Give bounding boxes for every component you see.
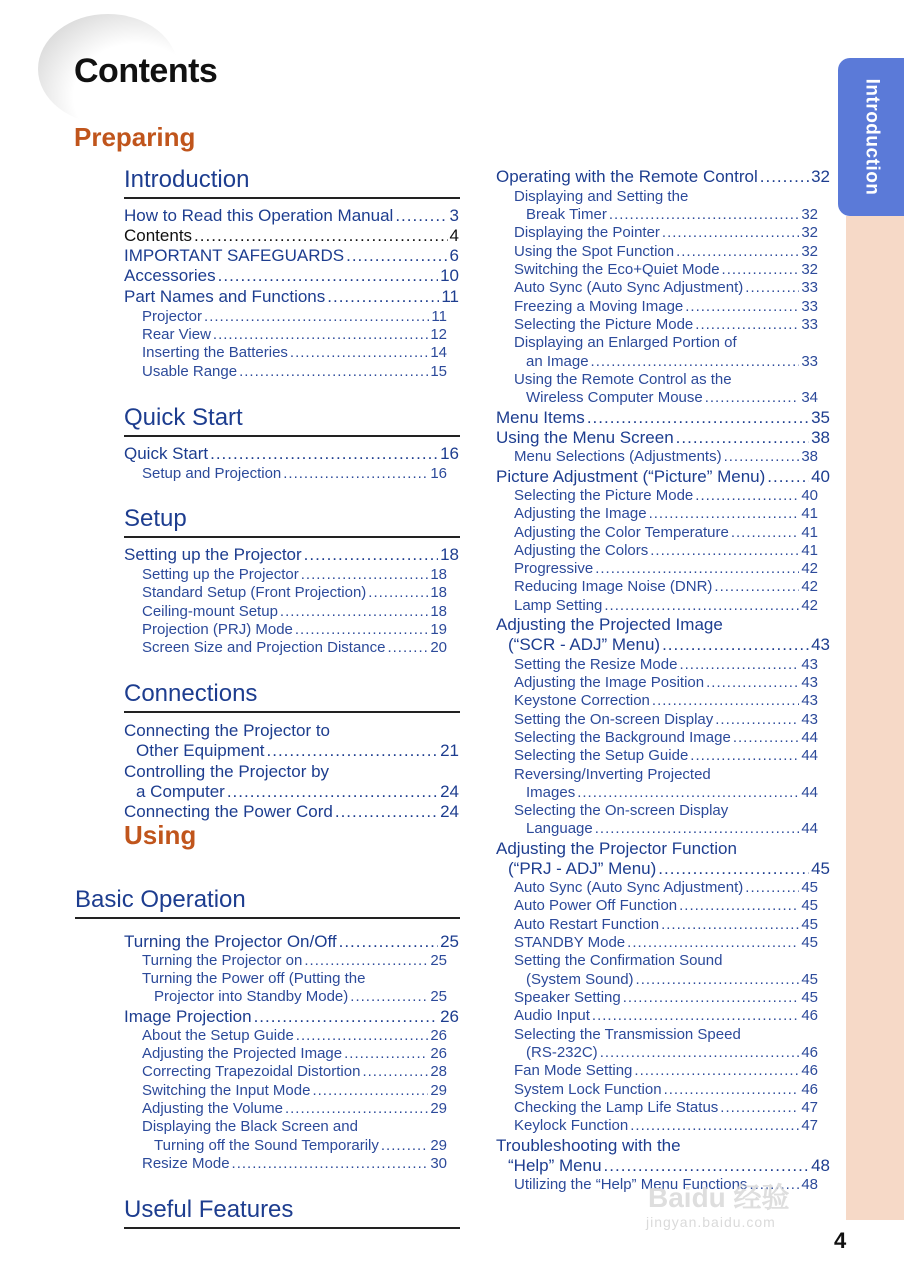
toc-entry-line[interactable]: Adjusting the Projected Image [496, 615, 723, 634]
toc-subentry[interactable]: Adjusting the Volume ..... 29 [142, 1100, 447, 1118]
side-color-strip [846, 216, 904, 1220]
toc-subentry[interactable]: Setting the Resize Mode ..... 43 [514, 656, 818, 674]
toc-entry[interactable]: Image Projection ..... 26 [124, 1007, 459, 1027]
toc-entry[interactable]: a Computer ..... 24 [136, 782, 459, 802]
page-title: Contents [74, 52, 218, 90]
toc-subentry[interactable]: Rear View ..... 12 [142, 326, 447, 344]
toc-subentry[interactable]: STANDBY Mode ..... 45 [514, 934, 818, 952]
toc-subentry-line[interactable]: Using the Remote Control as the [514, 371, 732, 388]
toc-subentry-line[interactable]: Selecting the On-screen Display [514, 802, 729, 819]
section-heading-quick-start: Quick Start [124, 404, 243, 431]
toc-entry-current[interactable]: Contents ..... 4 [124, 226, 459, 246]
toc-subentry[interactable]: Switching the Input Mode ..... 29 [142, 1082, 447, 1100]
toc-entry[interactable]: (“SCR - ADJ” Menu) ..... 43 [508, 635, 830, 655]
toc-entry[interactable]: Accessories ..... 10 [124, 266, 459, 286]
toc-subentry[interactable]: Fan Mode Setting ..... 46 [514, 1062, 818, 1080]
toc-subentry[interactable]: Adjusting the Image Position ..... 43 [514, 674, 818, 692]
toc-subentry[interactable]: Language ..... 44 [526, 820, 818, 838]
watermark-url: jingyan.baidu.com [646, 1214, 776, 1230]
toc-subentry[interactable]: Adjusting the Image ..... 41 [514, 505, 818, 523]
toc-entry[interactable]: How to Read this Operation Manual ..... 3 [124, 206, 459, 226]
toc-subentry[interactable]: Switching the Eco+Quiet Mode ..... 32 [514, 261, 818, 279]
toc-subentry[interactable]: Standard Setup (Front Projection) ..... 18 [142, 584, 447, 602]
toc-entry[interactable]: Quick Start ..... 16 [124, 444, 459, 464]
toc-subentry-line[interactable]: Displaying an Enlarged Portion of [514, 334, 737, 351]
section-tab-label: Introduction [861, 78, 882, 196]
toc-subentry[interactable]: Setting the On-screen Display ..... 43 [514, 711, 818, 729]
toc-subentry[interactable]: Projector ..... 11 [142, 308, 447, 326]
toc-subentry[interactable]: Screen Size and Projection Distance ..... 20 [142, 639, 447, 657]
toc-subentry[interactable]: Auto Power Off Function ..... 45 [514, 897, 818, 915]
toc-subentry[interactable]: Correcting Trapezoidal Distortion ..... 28 [142, 1063, 447, 1081]
part-heading-preparing: Preparing [74, 122, 196, 152]
toc-entry[interactable]: Part Names and Functions ..... 11 [124, 287, 459, 307]
toc-subentry[interactable]: Break Timer ..... 32 [526, 206, 818, 224]
toc-subentry[interactable]: Turning the Projector on ..... 25 [142, 952, 447, 970]
toc-subentry[interactable]: Speaker Setting ..... 45 [514, 989, 818, 1007]
section-heading-connections: Connections [124, 680, 258, 707]
toc-entry-line[interactable]: Adjusting the Projector Function [496, 839, 737, 858]
section-rule [124, 435, 460, 437]
section-rule [124, 1227, 460, 1229]
toc-subentry[interactable]: Utilizing the “Help” Menu Functions ..... 48 [514, 1176, 818, 1194]
toc-entry[interactable]: Setting up the Projector ..... 18 [124, 545, 459, 565]
toc-subentry-line[interactable]: Displaying and Setting the [514, 188, 689, 205]
toc-subentry[interactable]: Resize Mode ..... 30 [142, 1155, 447, 1173]
toc-entry[interactable]: Menu Items ..... 35 [496, 408, 830, 428]
toc-subentry[interactable]: Lamp Setting ..... 42 [514, 597, 818, 615]
toc-entry[interactable]: Using the Menu Screen ..... 38 [496, 428, 830, 448]
toc-subentry[interactable]: Freezing a Moving Image ..... 33 [514, 298, 818, 316]
toc-subentry[interactable]: Menu Selections (Adjustments) ..... 38 [514, 448, 818, 466]
toc-subentry[interactable]: Auto Sync (Auto Sync Adjustment) ..... 45 [514, 879, 818, 897]
section-rule [124, 197, 460, 199]
toc-entry[interactable]: Operating with the Remote Control ..... 32 [496, 167, 830, 187]
toc-subentry-line[interactable]: Reversing/Inverting Projected [514, 766, 711, 783]
section-rule [75, 917, 460, 919]
toc-subentry[interactable]: Wireless Computer Mouse ..... 34 [526, 389, 818, 407]
toc-subentry[interactable]: Adjusting the Color Temperature ..... 41 [514, 524, 818, 542]
toc-entry-line[interactable]: Troubleshooting with the [496, 1136, 681, 1155]
section-rule [124, 711, 460, 713]
section-rule [124, 536, 460, 538]
toc-entry[interactable]: IMPORTANT SAFEGUARDS ..... 6 [124, 246, 459, 266]
toc-subentry[interactable]: Using the Spot Function ..... 32 [514, 243, 818, 261]
watermark-logo: Baidu 经验 [648, 1182, 790, 1213]
toc-subentry[interactable]: Progressive ..... 42 [514, 560, 818, 578]
toc-subentry[interactable]: System Lock Function ..... 46 [514, 1081, 818, 1099]
section-heading-basic-operation: Basic Operation [75, 886, 246, 913]
toc-subentry[interactable]: About the Setup Guide ..... 26 [142, 1027, 447, 1045]
toc-subentry[interactable]: Turning off the Sound Temporarily ..... 29 [154, 1137, 447, 1155]
toc-subentry[interactable]: Selecting the Picture Mode ..... 40 [514, 487, 818, 505]
toc-subentry[interactable]: Projection (PRJ) Mode ..... 19 [142, 621, 447, 639]
toc-entry[interactable]: Other Equipment ..... 21 [136, 741, 459, 761]
toc-subentry[interactable]: Ceiling-mount Setup ..... 18 [142, 603, 447, 621]
toc-subentry[interactable]: Audio Input ..... 46 [514, 1007, 818, 1025]
toc-subentry[interactable]: Inserting the Batteries ..... 14 [142, 344, 447, 362]
section-heading-introduction: Introduction [124, 166, 250, 193]
toc-subentry-line[interactable]: Selecting the Transmission Speed [514, 1026, 741, 1043]
toc-entry-line[interactable]: Connecting the Projector to [124, 721, 331, 740]
section-tab-introduction[interactable] [838, 58, 904, 216]
toc-subentry[interactable]: (System Sound) ..... 45 [526, 971, 818, 989]
toc-entry[interactable]: Picture Adjustment (“Picture” Menu) ..... 40 [496, 467, 830, 487]
toc-subentry[interactable]: Selecting the Setup Guide ..... 44 [514, 747, 818, 765]
toc-subentry-line[interactable]: Displaying the Black Screen and [142, 1118, 358, 1135]
toc-subentry[interactable]: Images ..... 44 [526, 784, 818, 802]
page-number: 4 [834, 1228, 847, 1253]
toc-entry[interactable]: “Help” Menu ..... 48 [508, 1156, 830, 1176]
toc-subentry[interactable]: Keylock Function ..... 47 [514, 1117, 818, 1135]
section-heading-useful-features: Useful Features [124, 1196, 294, 1223]
part-heading-using: Using [124, 820, 197, 850]
toc-subentry[interactable]: Adjusting the Colors ..... 41 [514, 542, 818, 560]
toc-subentry[interactable]: (RS-232C) ..... 46 [526, 1044, 818, 1062]
toc-subentry-line[interactable]: Turning the Power off (Putting the [142, 970, 366, 987]
toc-subentry[interactable]: Usable Range ..... 15 [142, 363, 447, 381]
toc-entry[interactable]: Connecting the Power Cord ..... 24 [124, 802, 459, 822]
toc-entry[interactable]: (“PRJ - ADJ” Menu) ..... 45 [508, 859, 830, 879]
toc-entry-line[interactable]: Controlling the Projector by [124, 762, 330, 781]
toc-subentry[interactable]: an Image ..... 33 [526, 353, 818, 371]
toc-subentry[interactable]: Auto Restart Function ..... 45 [514, 916, 818, 934]
toc-subentry[interactable]: Setting up the Projector ..... 18 [142, 566, 447, 584]
toc-subentry[interactable]: Reducing Image Noise (DNR) ..... 42 [514, 578, 818, 596]
toc-subentry[interactable]: Selecting the Picture Mode ..... 33 [514, 316, 818, 334]
toc-subentry[interactable]: Auto Sync (Auto Sync Adjustment) ..... 33 [514, 279, 818, 297]
toc-entry[interactable]: Turning the Projector On/Off ..... 25 [124, 932, 459, 952]
toc-subentry-line[interactable]: Setting the Confirmation Sound [514, 952, 723, 969]
toc-subentry[interactable]: Selecting the Background Image ..... 44 [514, 729, 818, 747]
toc-subentry[interactable]: Adjusting the Projected Image ..... 26 [142, 1045, 447, 1063]
section-heading-setup: Setup [124, 505, 187, 532]
toc-subentry[interactable]: Setup and Projection ..... 16 [142, 465, 447, 483]
toc-subentry[interactable]: Displaying the Pointer ..... 32 [514, 224, 818, 242]
toc-subentry[interactable]: Keystone Correction ..... 43 [514, 692, 818, 710]
toc-subentry[interactable]: Projector into Standby Mode) ..... 25 [154, 988, 447, 1006]
toc-subentry[interactable]: Checking the Lamp Life Status ..... 47 [514, 1099, 818, 1117]
